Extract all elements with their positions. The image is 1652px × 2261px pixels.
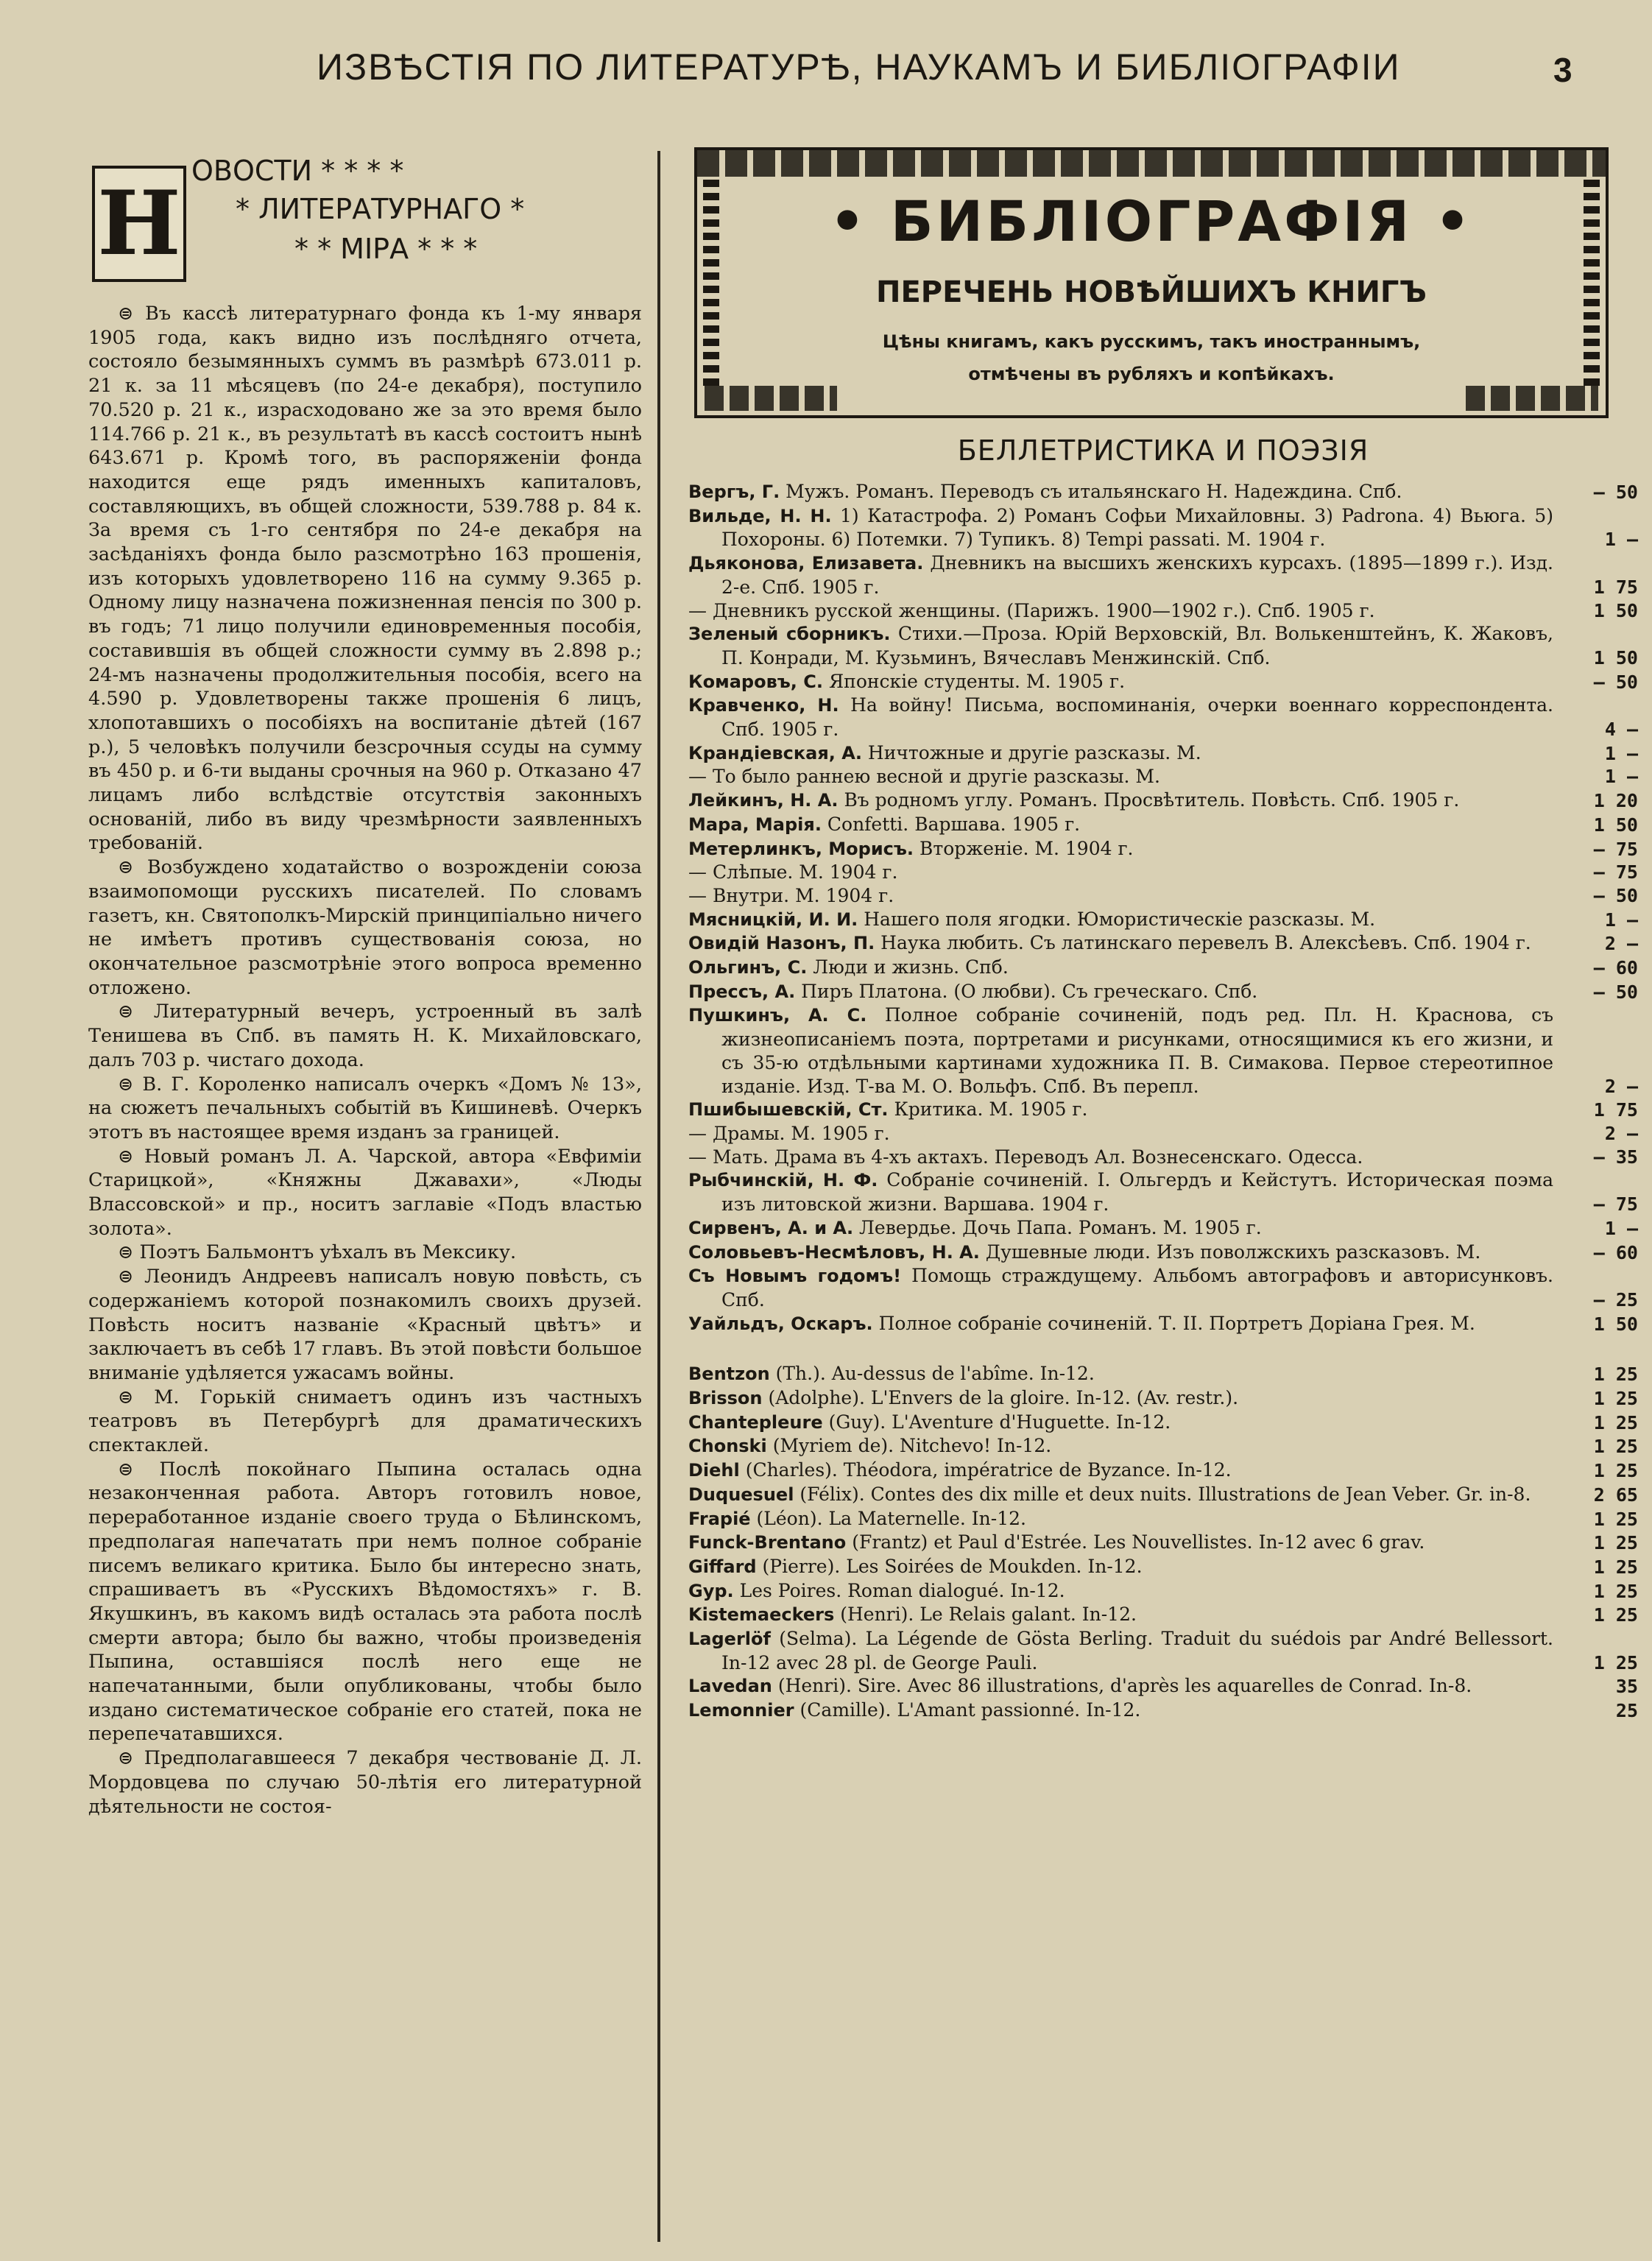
- book-author: Сирвенъ, А. и А.: [688, 1217, 854, 1238]
- book-description: (Selma). La Légende de Gösta Berling. Traduit du suédois par André Bellessort. In-12 avec 28 pl. de George Pauli.: [721, 1628, 1554, 1673]
- book-author: Пшибышевскій, Ст.: [688, 1099, 889, 1121]
- book-entry: [688, 504, 1638, 551]
- book-entry: [688, 1216, 1638, 1241]
- book-description: (Henri). Le Relais galant. In-12.: [840, 1604, 1137, 1626]
- book-entry: [688, 1674, 1638, 1699]
- book-description: Вторженіе. М. 1904 г.: [919, 837, 1134, 859]
- book-entry: [688, 1098, 1638, 1122]
- book-entry: [688, 837, 1638, 861]
- book-description: Помощь страждущему. Альбомъ автографовъ и авторисунковъ. Спб.: [721, 1265, 1553, 1311]
- book-price: 2 —: [1604, 933, 1638, 955]
- book-author: Вильде, Н. Н.: [688, 505, 832, 526]
- ornament-border: [705, 386, 837, 411]
- running-title: ИЗВѢСТІЯ ПО ЛИТЕРАТУРѢ, НАУКАМЪ И БИБЛІОГРАФІИ: [317, 46, 1401, 88]
- book-author: Дьяконова, Елизавета.: [688, 553, 924, 574]
- book-description: Наука любить. Съ латинскаго перевелъ В. Алексѣевъ. Спб. 1904 г.: [880, 932, 1531, 954]
- book-price: 1 —: [1604, 1217, 1638, 1239]
- page-number: 3: [1553, 51, 1572, 89]
- book-entry: [688, 1699, 1638, 1723]
- book-description: — То было раннею весной и другіе разсказы. М.: [688, 766, 1160, 788]
- book-author: Lagerlöf: [688, 1629, 771, 1650]
- book-description: Левердье. Дочь Папа. Романъ. М. 1905 г.: [859, 1216, 1262, 1238]
- book-price: — 35: [1593, 1146, 1638, 1168]
- book-entry: [688, 694, 1638, 741]
- bibliography-banner: [694, 147, 1609, 418]
- book-price: — 50: [1593, 482, 1638, 503]
- book-price: 1 25: [1593, 1436, 1638, 1458]
- ornamental-initial: [92, 166, 186, 282]
- book-price: 1 25: [1593, 1651, 1638, 1673]
- book-price: 4 —: [1604, 719, 1638, 741]
- book-description: Полное собраніе сочиненій. Т. II. Портретъ Доріана Грея. М.: [878, 1312, 1475, 1334]
- book-entry: [688, 956, 1638, 980]
- book-price: 1 25: [1593, 1508, 1638, 1530]
- book-author: Мясницкій, И. И.: [688, 909, 858, 930]
- book-entry: [688, 765, 1638, 789]
- book-entry: [688, 1434, 1638, 1458]
- book-price: 25: [1615, 1700, 1638, 1722]
- book-description: Въ родномъ углу. Романъ. Просвѣтитель. Повѣсть. Спб. 1905 г.: [844, 789, 1460, 811]
- news-item: ⊜ Послѣ покойнаго Пыпина осталась одна незаконченная работа. Авторъ готовилъ новое, переработанное изданіе своего труда о Бѣлинскомъ, предполагая напечатать при немъ полное собраніе писемъ великаго критика. Было бы интересно знать, спрашиваетъ въ «Русскихъ Вѣдомостяхъ» г. В. Якушкинъ, въ какомъ видѣ осталась эта работа послѣ смерти автора; было бы важно, чтобы произведенія Пыпина, оставшіяся послѣ него еще не напечатанными, были опубликованы, чтобы было издано систематическое собраніе его статей, пока не перепечатавшихся.: [88, 1458, 642, 1746]
- book-description: Confetti. Варшава. 1905 г.: [827, 813, 1081, 835]
- book-description: Нашего поля ягодки. Юмористическіе разсказы. М.: [864, 908, 1376, 930]
- book-price: — 50: [1593, 981, 1638, 1003]
- book-entry: [688, 1627, 1638, 1674]
- book-price: 1 —: [1604, 742, 1638, 764]
- price-note-line-1: Цѣны книгамъ, какъ русскимъ, такъ иностраннымъ,: [882, 331, 1421, 352]
- book-entry: [688, 1411, 1638, 1435]
- book-entry: [688, 1003, 1638, 1098]
- book-description: (Th.). Au-dessus de l'abîme. In-12.: [775, 1363, 1095, 1385]
- book-price: — 75: [1593, 861, 1638, 883]
- book-price: — 60: [1593, 1241, 1638, 1263]
- news-item: ⊜ Возбуждено ходатайство о возрожденіи союза взаимопомощи русскихъ писателей. По словамъ газетъ, кн. Святополкъ-Мирскій принципіально ничего не имѣетъ противъ существованія союза, но окончательное разсмотрѣніе этого вопроса временно отложено.: [88, 856, 642, 999]
- book-author: Gyp.: [688, 1580, 734, 1601]
- book-description: (Camille). L'Amant passionné. In-12.: [799, 1699, 1141, 1721]
- book-price: 1 50: [1593, 646, 1638, 669]
- book-description: (Félix). Contes des dix mille et deux nuits. Illustrations de Jean Veber. Gr. in-8.: [799, 1483, 1531, 1505]
- book-entry: [688, 789, 1638, 813]
- book-description: (Henri). Sire. Avec 86 illustrations, d'après les aquarelles de Conrad. In-8.: [777, 1675, 1472, 1697]
- book-author: Соловьевъ-Несмѣловъ, Н. А.: [688, 1241, 980, 1263]
- book-entry: [688, 1122, 1638, 1146]
- book-entry: [688, 480, 1638, 504]
- book-description: — Внутри. М. 1904 г.: [688, 884, 894, 906]
- book-entry: [688, 884, 1638, 908]
- book-author: Зеленый сборникъ.: [688, 624, 891, 645]
- book-price: 1 —: [1604, 529, 1638, 551]
- book-entry: [688, 931, 1638, 956]
- bibliography-subtitle: ПЕРЕЧЕНЬ НОВѢЙШИХЪ КНИГЪ: [876, 275, 1427, 309]
- book-entry: [688, 1555, 1638, 1579]
- book-entry: [688, 1241, 1638, 1265]
- book-price: 1 25: [1593, 1364, 1638, 1386]
- book-entry: [688, 1603, 1638, 1627]
- book-author: Duquesuel: [688, 1484, 794, 1505]
- book-author: Giffard: [688, 1556, 757, 1577]
- book-price: — 25: [1593, 1288, 1638, 1311]
- news-column: [88, 155, 642, 1819]
- ornament-border: [1466, 386, 1598, 411]
- news-heading-line-1: ОВОСТИ * * * *: [191, 155, 404, 187]
- book-price: 1 —: [1604, 909, 1638, 931]
- book-description: (Pierre). Les Soirées de Moukden. In-12.: [762, 1555, 1143, 1577]
- book-price: 1 25: [1593, 1411, 1638, 1433]
- book-author: Пушкинъ, А. С.: [688, 1005, 867, 1026]
- book-price: 1 25: [1593, 1604, 1638, 1626]
- book-price: 1 50: [1593, 599, 1638, 621]
- book-price: — 50: [1593, 884, 1638, 906]
- book-author: Funck-Brentano: [688, 1532, 847, 1553]
- book-description: (Guy). L'Aventure d'Huguette. In-12.: [828, 1411, 1171, 1433]
- book-entry: [688, 1386, 1638, 1411]
- initial-letter: Н: [97, 172, 181, 275]
- news-heading: [88, 155, 642, 302]
- book-entry: [688, 1312, 1638, 1336]
- book-entry: [688, 1168, 1638, 1216]
- book-description: — Мать. Драма въ 4-хъ актахъ. Переводъ Ал. Вознесенскаго. Одесса.: [688, 1146, 1363, 1168]
- book-price: — 60: [1593, 957, 1638, 979]
- book-description: Дневникъ на высшихъ женскихъ курсахъ. (1895—1899 г.). Изд. 2-е. Спб. 1905 г.: [721, 552, 1554, 598]
- book-description: (Léon). La Maternelle. In-12.: [756, 1507, 1026, 1529]
- book-description: Критика. М. 1905 г.: [894, 1098, 1088, 1121]
- book-author: Крандіевская, А.: [688, 742, 862, 763]
- book-author: Комаровъ, С.: [688, 671, 824, 692]
- book-price: 1 75: [1593, 1099, 1638, 1121]
- book-entry: [688, 908, 1638, 932]
- book-entry: [688, 741, 1638, 766]
- book-description: Полное собраніе сочиненій, подъ ред. Пл. Н. Краснова, съ жизнеописаніемъ поэта, портретами и рисунками, относящимися къ его жизни, и съ 35-ю отдѣльными картинами художника П. В. Симакова. Первое стереотипное изданіе. Изд. Т-ва М. О. Вольфъ. Спб. Въ перепл.: [721, 1004, 1553, 1097]
- book-description: Les Poires. Roman dialogué. In-12.: [739, 1579, 1065, 1601]
- book-author: Bentzon: [688, 1364, 770, 1385]
- news-item: ⊜ Предполагавшееся 7 декабря чествованіе Д. Л. Мордовцева по случаю 50-лѣтія его литературной дѣятельности не состоя-: [88, 1747, 642, 1818]
- book-author: Мара, Марія.: [688, 814, 822, 835]
- book-description: (Charles). Théodora, impératrice de Byzance. In-12.: [745, 1459, 1232, 1481]
- book-entry: [688, 670, 1638, 694]
- book-author: Прессъ, А.: [688, 981, 796, 1002]
- book-author: Lavedan: [688, 1676, 772, 1697]
- book-entry: [688, 1146, 1638, 1169]
- news-body: [88, 302, 642, 1819]
- book-author: Уайльдъ, Оскаръ.: [688, 1313, 873, 1334]
- book-price: 1 25: [1593, 1556, 1638, 1578]
- book-entry: [688, 1362, 1638, 1386]
- book-price: 1 25: [1593, 1460, 1638, 1482]
- book-author: Frapié: [688, 1508, 751, 1529]
- book-entry: [688, 980, 1638, 1004]
- book-description: Ничтожные и другіе разсказы. М.: [867, 741, 1201, 763]
- bibliography-column: [688, 147, 1638, 1723]
- book-description: (Adolphe). L'Envers de la gloire. In-12. (Av. restr.).: [768, 1387, 1239, 1409]
- column-rule: [657, 151, 660, 2242]
- book-description: Мужъ. Романъ. Переводъ съ итальянскаго Н. Надеждина. Спб.: [786, 481, 1402, 502]
- book-entry: [688, 551, 1638, 599]
- news-heading-line-2: * ЛИТЕРАТУРНАГО *: [236, 193, 525, 225]
- book-author: Chonski: [688, 1436, 767, 1457]
- bibliography-title: • БИБЛІОГРАФІЯ •: [829, 188, 1474, 254]
- book-description: Стихи.—Проза. Юрій Верховскій, Вл. Волькенштейнъ, К. Жаковъ, П. Конради, М. Кузьминъ, Вячеславъ Менжинскій. Спб.: [721, 623, 1553, 669]
- book-author: Lemonnier: [688, 1700, 794, 1721]
- book-entry: [688, 1579, 1638, 1604]
- news-item: ⊜ Поэтъ Бальмонтъ уѣхалъ въ Мексику.: [118, 1241, 517, 1264]
- book-entry: [688, 813, 1638, 837]
- book-price: 1 —: [1604, 766, 1638, 788]
- book-author: Лейкинъ, Н. А.: [688, 790, 839, 811]
- book-price: 1 25: [1593, 1388, 1638, 1410]
- ornament-border: [697, 150, 1606, 177]
- book-description: Японскіе студенты. М. 1905 г.: [828, 670, 1126, 692]
- book-price: 1 25: [1593, 1580, 1638, 1602]
- news-item: ⊜ Леонидъ Андреевъ написалъ новую повѣсть, съ содержаніемъ которой познакомилъ своихъ друзей. Повѣсть носитъ названіе «Красный цвѣтъ» и заключаетъ въ себѣ 17 главъ. Въ этой повѣсти большое вниманіе удѣляется ужасамъ войны.: [88, 1266, 642, 1384]
- book-price: 1 50: [1593, 1313, 1638, 1335]
- book-price: 1 50: [1593, 814, 1638, 836]
- book-entry: [688, 1458, 1638, 1483]
- news-item: ⊜ Литературный вечеръ, устроенный въ залѣ Тенишева въ Спб. въ память Н. К. Михайловскаго, далъ 703 р. чистаго дохода.: [88, 1001, 642, 1071]
- book-price: — 75: [1593, 1193, 1638, 1216]
- book-author: Рыбчинскій, Н. Ф.: [688, 1170, 878, 1191]
- book-description: На войну! Письма, воспоминанія, очерки военнаго корреспондента. Спб. 1905 г.: [721, 694, 1554, 741]
- list-separator: [688, 1336, 1638, 1362]
- book-description: (Frantz) et Paul d'Estrée. Les Nouvellistes. In-12 avec 6 grav.: [852, 1531, 1425, 1553]
- book-description: — Дневникъ русской женщины. (Парижъ. 1900—1902 г.). Спб. 1905 г.: [688, 599, 1375, 621]
- book-description: Собраніе сочиненій. I. Ольгердъ и Кейстутъ. Историческая поэма изъ литовской жизни. Варшава. 1904 г.: [721, 1169, 1553, 1216]
- book-entry: [688, 1531, 1638, 1555]
- book-author: Овидій Назонъ, П.: [688, 933, 875, 954]
- russian-book-list: [688, 480, 1638, 1336]
- book-author: Diehl: [688, 1460, 740, 1481]
- book-price: — 75: [1593, 838, 1638, 860]
- book-price: 1 20: [1593, 790, 1638, 812]
- book-price: 35: [1615, 1676, 1638, 1698]
- book-price: — 50: [1593, 671, 1638, 693]
- news-item: ⊜ Новый романъ Л. А. Чарской, автора «Евфиміи Старицкой», «Княжны Джавахи», «Люды Влассовской» и пр., носитъ заглавіе «Подъ властью золота».: [88, 1145, 642, 1240]
- news-item: ⊜ М. Горькій снимаетъ одинъ изъ частныхъ театровъ въ Петербургѣ для драматическихъ спектаклей.: [88, 1386, 642, 1457]
- book-author: Ольгинъ, С.: [688, 957, 808, 978]
- section-title: БЕЛЛЕТРИСТИКА И ПОЭЗІЯ: [957, 434, 1369, 467]
- book-entry: [688, 1264, 1638, 1311]
- book-author: Brisson: [688, 1388, 763, 1409]
- book-price: 2 —: [1604, 1122, 1638, 1144]
- news-item: ⊜ Въ кассѣ литературнаго фонда къ 1-му января 1905 года, какъ видно изъ послѣдняго отчета, состояло безымянныхъ суммъ въ размѣрѣ 673.011 р. 21 к. за 11 мѣсяцевъ (по 24-е декабря), поступило 70.520 р. 21 к., израсходовано же за это время было 114.766 р. 21 к., въ результатѣ въ кассѣ состоитъ нынѣ 643.671 р. Кромѣ того, въ распоряженіи фонда находится еще рядъ именныхъ капиталовъ, составляющихъ, въ общей сложности, 539.788 р. 84 к. За время съ 1-го сентября по 24-е декабря на засѣданіяхъ фонда было разсмотрѣно 163 прошенія, изъ которыхъ удовлетворено 116 на сумму 9.365 р. Одному лицу назначена пожизненная пенсія по 300 р. въ годъ; 71 лицо получили единовременныя пособія, составившія въ общей сложности сумму въ 2.898 р.; 24-мъ назначены продолжительныя пособія, всего на 4.590 р. Удовлетворены также прошенія 6 лицъ, хлопотавшихъ о пособіяхъ на воспитаніе дѣтей (167 р.), 5 человѣкъ получили безсрочныя ссуды на сумму въ 450 р. и 6-ти выданы срочныя на 960 р. Отказано 47 лицамъ либо вслѣдствіе отсутствія законныхъ основаній, либо въ виду чрезмѣрности заявленныхъ требованій.: [88, 303, 642, 855]
- news-heading-line-3: * * МІРА * * *: [294, 233, 478, 265]
- book-author: Съ Новымъ годомъ!: [688, 1266, 902, 1287]
- news-item: ⊜ В. Г. Короленко написалъ очеркъ «Домъ № 13», на сюжетъ печальныхъ событій въ Кишиневѣ. Очеркъ этотъ въ настоящее время изданъ за границей.: [88, 1073, 642, 1143]
- book-price: 2 —: [1604, 1075, 1638, 1097]
- price-note-line-2: отмѣчены въ рубляхъ и копѣйкахъ.: [968, 364, 1335, 384]
- book-author: Кравченко, Н.: [688, 695, 839, 716]
- book-entry: [688, 861, 1638, 884]
- book-description: 1) Катастрофа. 2) Романъ Софьи Михайловны. 3) Padrona. 4) Вьюга. 5) Похороны. 6) Потемки. 7) Тупикъ. 8) Tempi passati. М. 1904 г.: [721, 504, 1553, 551]
- book-price: 1 75: [1593, 576, 1638, 598]
- book-entry: [688, 1507, 1638, 1531]
- book-entry: [688, 599, 1638, 623]
- book-author: Chantepleure: [688, 1411, 823, 1433]
- book-description: Душевные люди. Изъ поволжскихъ разсказовъ. М.: [985, 1241, 1481, 1263]
- book-entry: [688, 1483, 1638, 1507]
- book-description: — Слѣпые. М. 1904 г.: [688, 861, 898, 883]
- foreign-book-list: [688, 1362, 1638, 1723]
- book-author: Метерлинкъ, Морисъ.: [688, 838, 914, 859]
- book-price: 2 65: [1593, 1484, 1638, 1506]
- book-price: 1 25: [1593, 1532, 1638, 1554]
- book-description: (Myriem de). Nitchevo! In-12.: [772, 1435, 1052, 1457]
- book-description: Люди и жизнь. Спб.: [813, 956, 1009, 978]
- book-author: Вергъ, Г.: [688, 482, 780, 502]
- book-description: — Драмы. М. 1905 г.: [688, 1122, 890, 1144]
- book-entry: [688, 622, 1638, 669]
- book-author: Kistemaeckers: [688, 1604, 835, 1626]
- book-description: Пиръ Платона. (О любви). Съ греческаго. Спб.: [801, 980, 1258, 1002]
